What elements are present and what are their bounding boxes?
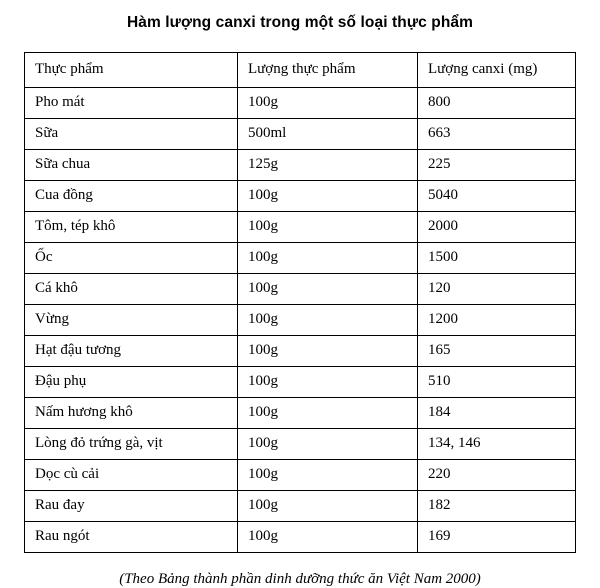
cell-calcium: 663 xyxy=(418,118,576,149)
cell-amount: 500ml xyxy=(238,118,418,149)
cell-amount: 125g xyxy=(238,149,418,180)
source-note: (Theo Bảng thành phần dinh dưỡng thức ăn Việt Nam 2000) xyxy=(119,570,481,587)
table-header-row xyxy=(25,52,576,87)
cell-calcium: 120 xyxy=(418,273,576,304)
table-row xyxy=(25,304,576,335)
table-row xyxy=(25,87,576,118)
cell-food: Đậu phụ xyxy=(25,366,238,397)
cell-food: Cá khô xyxy=(25,273,238,304)
column-header-amount: Lượng thực phẩm xyxy=(238,52,418,87)
cell-calcium: 225 xyxy=(418,149,576,180)
cell-food: Cua đồng xyxy=(25,180,238,211)
cell-amount: 100g xyxy=(238,459,418,490)
cell-food: Sữa xyxy=(25,118,238,149)
cell-amount: 100g xyxy=(238,428,418,459)
page-title: Hàm lượng canxi trong một số loại thực phẩm xyxy=(126,14,474,31)
table-row xyxy=(25,366,576,397)
cell-amount: 100g xyxy=(238,273,418,304)
table-row xyxy=(25,273,576,304)
table-row xyxy=(25,149,576,180)
cell-calcium: 134, 146 xyxy=(418,428,576,459)
cell-calcium: 184 xyxy=(418,397,576,428)
cell-calcium: 182 xyxy=(418,490,576,521)
cell-calcium: 800 xyxy=(418,87,576,118)
cell-food: Ốc xyxy=(25,242,238,273)
table-row xyxy=(25,211,576,242)
cell-amount: 100g xyxy=(238,397,418,428)
cell-calcium: 1200 xyxy=(418,304,576,335)
table-row xyxy=(25,335,576,366)
table-row xyxy=(25,180,576,211)
cell-food: Tôm, tép khô xyxy=(25,211,238,242)
cell-amount: 100g xyxy=(238,211,418,242)
cell-food: Vừng xyxy=(25,304,238,335)
cell-calcium: 1500 xyxy=(418,242,576,273)
cell-food: Hạt đậu tương xyxy=(25,335,238,366)
table-row xyxy=(25,521,576,552)
cell-food: Dọc cù cải xyxy=(25,459,238,490)
cell-food: Sữa chua xyxy=(25,149,238,180)
calcium-content-table xyxy=(24,52,576,553)
cell-amount: 100g xyxy=(238,335,418,366)
cell-food: Rau ngót xyxy=(25,521,238,552)
cell-calcium: 510 xyxy=(418,366,576,397)
cell-food: Rau đay xyxy=(25,490,238,521)
cell-amount: 100g xyxy=(238,366,418,397)
cell-food: Nấm hương khô xyxy=(25,397,238,428)
table-row xyxy=(25,397,576,428)
cell-amount: 100g xyxy=(238,87,418,118)
cell-amount: 100g xyxy=(238,490,418,521)
table-row xyxy=(25,490,576,521)
table-row xyxy=(25,428,576,459)
column-header-calcium: Lượng canxi (mg) xyxy=(418,52,576,87)
cell-amount: 100g xyxy=(238,304,418,335)
cell-calcium: 165 xyxy=(418,335,576,366)
cell-calcium: 220 xyxy=(418,459,576,490)
column-header-food: Thực phẩm xyxy=(25,52,238,87)
cell-amount: 100g xyxy=(238,242,418,273)
table-row xyxy=(25,118,576,149)
table-row xyxy=(25,459,576,490)
cell-food: Pho mát xyxy=(25,87,238,118)
cell-amount: 100g xyxy=(238,521,418,552)
cell-amount: 100g xyxy=(238,180,418,211)
cell-calcium: 2000 xyxy=(418,211,576,242)
table-row xyxy=(25,242,576,273)
document-page xyxy=(0,14,600,587)
cell-food: Lòng đỏ trứng gà, vịt xyxy=(25,428,238,459)
cell-calcium: 169 xyxy=(418,521,576,552)
cell-calcium: 5040 xyxy=(418,180,576,211)
